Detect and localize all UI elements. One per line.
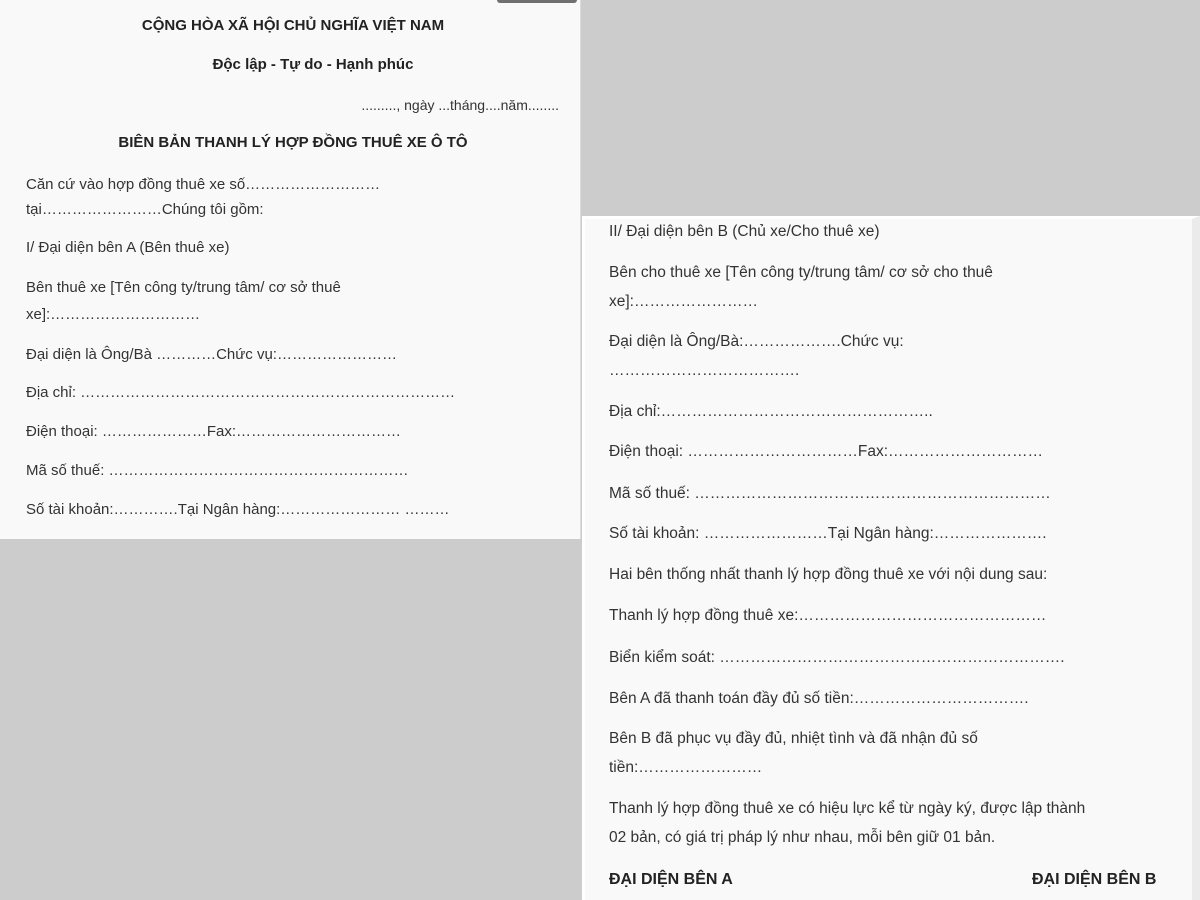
party-a-representative-line: Đại diện là Ông/Bà …………Chức vụ:……………………: [26, 346, 397, 363]
party-a-phone-fax-line: Điện thoại: …………………Fax:……………………………: [26, 423, 402, 440]
party-b-company-line: Bên cho thuê xe [Tên công ty/trung tâm/ cơ sở cho thuê: [609, 264, 993, 281]
party-a-company-line: Bên thuê xe [Tên công ty/trung tâm/ cơ sở thuê: [26, 279, 341, 296]
party-b-service-line: Bên B đã phục vụ đầy đủ, nhiệt tình và đã nhận đủ số: [609, 730, 978, 747]
party-b-heading: II/ Đại diện bên B (Chủ xe/Cho thuê xe): [609, 223, 880, 240]
contract-basis-line-cont: tại……………………Chúng tôi gồm:: [26, 201, 264, 218]
liquidation-line: Thanh lý hợp đồng thuê xe:…………………………………………: [609, 607, 1047, 624]
party-b-bank-account-line: Số tài khoản: ……………………Tại Ngân hàng:………………….: [609, 525, 1047, 542]
party-b-address-line: Địa chỉ:……………………………………………..: [609, 403, 933, 420]
validity-line: Thanh lý hợp đồng thuê xe có hiệu lực kể từ ngày ký, được lập thành: [609, 800, 1086, 817]
party-b-company-line-cont: xe]:……………………: [609, 293, 758, 310]
party-b-phone-fax-line: Điện thoại: ……………………………Fax:…………………………: [609, 443, 1044, 460]
signature-party-b: ĐẠI DIỆN BÊN B: [1032, 871, 1157, 888]
party-a-bank-account-line: Số tài khoản:………….Tại Ngân hàng:…………………… ………: [26, 501, 450, 518]
national-motto: Độc lập - Tự do - Hạnh phúc: [212, 56, 414, 73]
left-document-page: [0, 0, 581, 539]
right-document-page: [582, 216, 1200, 900]
party-a-heading: I/ Đại diện bên A (Bên thuê xe): [26, 239, 230, 256]
party-a-company-line-cont: xe]:…………………………: [26, 306, 201, 323]
license-plate-line: Biển kiểm soát: ………………………………………………………….: [609, 649, 1065, 666]
party-a-address-line: Địa chỉ: …………………………………………………………………: [26, 384, 456, 401]
contract-basis-line: Căn cứ vào hợp đồng thuê xe số………………………: [26, 176, 381, 193]
date-line: ........., ngày ...tháng....năm........: [361, 97, 559, 113]
scrollbar-fragment: [497, 0, 577, 3]
party-a-tax-code-line: Mã số thuế: ……………………………………………………: [26, 462, 409, 479]
document-title: BIÊN BẢN THANH LÝ HỢP ĐỒNG THUÊ XE Ô TÔ: [118, 134, 468, 151]
party-b-representative-line: Đại diện là Ông/Bà:……………….Chức vụ:: [609, 333, 904, 350]
national-title: CỘNG HÒA XÃ HỘI CHỦ NGHĨA VIỆT NAM: [141, 17, 445, 34]
party-b-position-line: ……………………………….: [609, 362, 800, 379]
party-a-payment-line: Bên A đã thanh toán đầy đủ số tiền:…………………………….: [609, 690, 1029, 707]
signature-party-a: ĐẠI DIỆN BÊN A: [609, 871, 733, 888]
party-b-tax-code-line: Mã số thuế: ……………………………………………………………: [609, 485, 1051, 502]
agreement-intro-line: Hai bên thống nhất thanh lý hợp đồng thuê xe với nội dung sau:: [609, 566, 1048, 583]
validity-line-cont: 02 bản, có giá trị pháp lý như nhau, mỗi bên giữ 01 bản.: [609, 829, 996, 846]
party-b-service-line-cont: tiền:……………………: [609, 759, 763, 776]
